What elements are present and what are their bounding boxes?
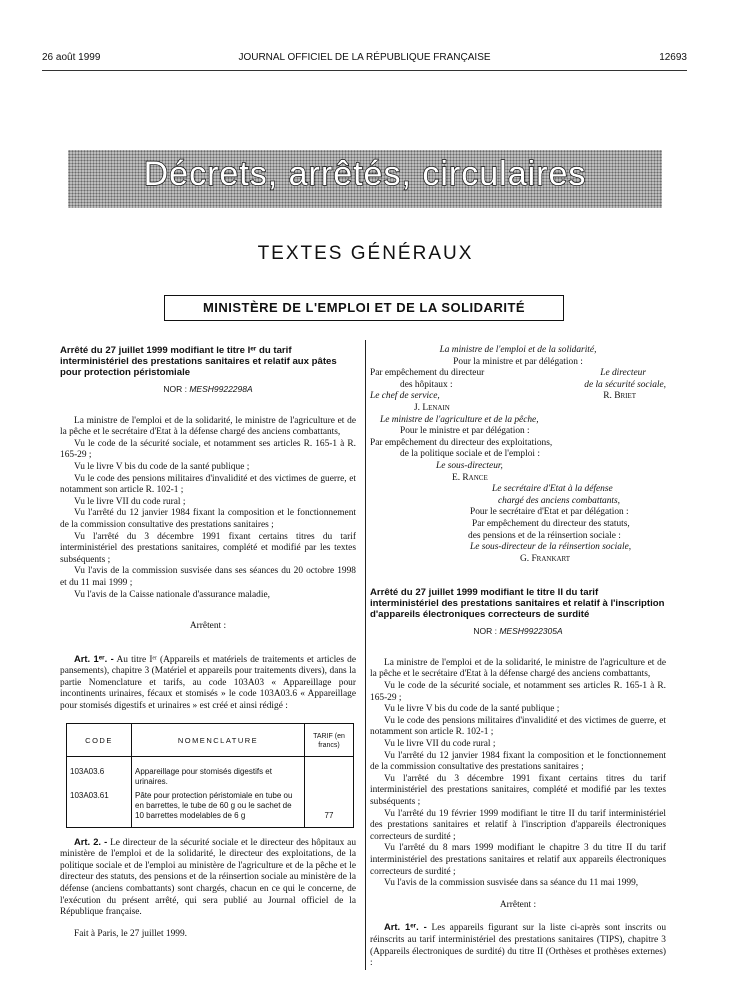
arrete2-title: Arrêté du 27 juillet 1999 modifiant le titre II du tarif interministériel des prestations sanitaires et relatif à l'inscription d'appareils électroniques correcteurs de surdité bbox=[370, 587, 665, 621]
arrete1-title: Arrêté du 27 juillet 1999 modifiant le titre Iᵉʳ du tarif interministériel des prestations sanitaires et relatif aux pâtes pour protection péristomiale bbox=[60, 345, 337, 378]
signature-line: des hôpitaux : bbox=[400, 379, 453, 390]
header-journal-title: JOURNAL OFFICIEL DE LA RÉPUBLIQUE FRANÇAISE bbox=[238, 52, 491, 63]
table-row bbox=[67, 756, 354, 789]
preamble: La ministre de l'emploi et de la solidarité, le ministre de l'agriculture et de la pêche et le secrétaire d'Etat à la défense chargé des anciens combattants, bbox=[60, 415, 356, 438]
visa: Vu l'avis de la commission susvisée dans ses séances du 20 octobre 1998 et du 11 mai 1999 ; bbox=[60, 566, 356, 588]
delegation-line: Pour le ministre et par délégation : bbox=[400, 426, 530, 437]
ministry-box: MINISTÈRE DE L'EMPLOI ET DE LA SOLIDARITÉ bbox=[164, 295, 564, 321]
arretent: Arrêtent : bbox=[189, 621, 227, 632]
visa: Vu l'arrêté du 8 mars 1999 modifiant le chapitre 3 du titre II du tarif interministériel des prestations sanitaires et relatif aux appareils électroniques correcteurs de surdité ; bbox=[370, 843, 666, 877]
visa: Vu le livre V bis du code de la santé publique ; bbox=[384, 704, 560, 715]
signature-line: des pensions et de la réinsertion sociale : bbox=[468, 530, 621, 541]
table-cell-code: 103A03.6 bbox=[67, 756, 132, 789]
signatory-title: La ministre de l'emploi et de la solidarité, bbox=[439, 345, 597, 355]
tarif-table bbox=[66, 723, 354, 828]
visa: Vu le livre VII du code rural ; bbox=[74, 496, 186, 507]
visa: Vu le code des pensions militaires d'invalidité et des victimes de guerre, et notamment son article R. 102-1 ; bbox=[370, 715, 666, 738]
signatory-title: Le sous-directeur de la réinsertion sociale, bbox=[470, 542, 632, 553]
header-rule bbox=[42, 70, 687, 71]
signatory-name: R. Briet bbox=[603, 391, 636, 402]
nor-code: MESH9922305A bbox=[499, 626, 563, 637]
nor-label: NOR : bbox=[473, 626, 497, 637]
signatory-name: E. Rance bbox=[452, 472, 488, 483]
visa: Vu le code de la sécurité sociale, et notamment ses articles R. 165-1 à R. 165-29 ; bbox=[60, 438, 356, 461]
signature-line: Par empêchement du directeur bbox=[370, 368, 485, 379]
article-label: Art. 1ᵉʳ. - bbox=[384, 921, 427, 933]
column-divider bbox=[365, 340, 366, 970]
article-text: Au titre Iᵉʳ (Appareils et matériels de traitements et articles de pansements), chapitre 3 (Matériel et appareils pour traitements divers), dans la partie Nomenclature et tarifs, au code 103A03 « Appareillage pour incontinents urinaires, fécaux et stomisés » le code 103A03.6 « Appareillage pour stomisés digestifs et urinaires » est créé et ainsi rédigé : bbox=[60, 654, 356, 712]
fait-a-paris: Fait à Paris, le 27 juillet 1999. bbox=[74, 928, 188, 939]
table-header: CODE bbox=[67, 723, 132, 756]
visa: Vu l'arrêté du 12 janvier 1984 fixant la composition et le fonctionnement de la commission consultative des prestations sanitaires ; bbox=[60, 508, 356, 530]
arrete1-nor bbox=[60, 384, 356, 396]
signatory-title: Le ministre de l'agriculture et de la pêche, bbox=[380, 414, 539, 425]
visa: Vu l'arrêté du 19 février 1999 modifiant le titre II du tarif interministériel des prestations sanitaires et relatif à l'inscription d'appareils électroniques correcteurs de surdité ; bbox=[370, 808, 666, 842]
table-cell-nomenclature: Appareillage pour stomisés digestifs et urinaires. bbox=[132, 756, 305, 789]
signature-line: Par empêchement du directeur des exploitations, bbox=[370, 437, 553, 448]
signatory-title: Le secrétaire d'Etat à la défense bbox=[492, 484, 613, 495]
table-header: TARIF (en francs) bbox=[305, 723, 354, 756]
header-date: 26 août 1999 bbox=[42, 52, 101, 63]
banner-title: Décrets, arrêtés, circulaires bbox=[143, 155, 587, 193]
signatory-name: J. Lenain bbox=[414, 402, 450, 413]
signatory-title: Le directeur bbox=[600, 368, 646, 379]
signature-line: de la politique sociale et de l'emploi : bbox=[400, 449, 540, 460]
article-text: Les appareils figurant sur la liste ci-après sont inscrits ou réinscrits au tarif interministériel des prestations sanitaires (TIPS), chapitre 3 (Appareils électroniques de surdité) du titre II (Orthèses et prothèses externes) : bbox=[370, 923, 667, 969]
table-cell-code: 103A03.61 bbox=[67, 789, 132, 828]
visa: Vu l'arrêté du 3 décembre 1991 fixant certains titres du tarif interministériel des prestations sanitaires, complété et modifié par les textes subséquents ; bbox=[370, 773, 666, 807]
signatory-title: Le sous-directeur, bbox=[436, 460, 503, 471]
table-cell-nomenclature: Pâte pour protection péristomiale en tube ou en barrettes, le tube de 60 g ou le sachet de 10 barrettes modelables de 6 g bbox=[132, 789, 305, 828]
article-label: Art. 1ᵉʳ. - bbox=[74, 652, 114, 664]
visa: Vu l'arrêté du 3 décembre 1991 fixant certains titres du tarif interministériel des prestations sanitaires, complété et modifié par les textes subséquents ; bbox=[60, 531, 356, 565]
article-1 bbox=[370, 921, 666, 969]
table-cell-tarif bbox=[305, 756, 354, 789]
right-column bbox=[370, 345, 666, 970]
arretent: Arrêtent : bbox=[499, 899, 537, 910]
signature-block bbox=[370, 345, 666, 565]
table-cell-tarif: 77 bbox=[305, 789, 354, 828]
signature-line: Par empêchement du directeur des statuts, bbox=[472, 518, 630, 529]
article-1 bbox=[60, 653, 356, 713]
left-column bbox=[60, 345, 356, 940]
signatory-title: chargé des anciens combattants, bbox=[498, 495, 621, 506]
visa: Vu le livre VII du code rural ; bbox=[384, 739, 496, 750]
delegation-line: Pour le secrétaire d'Etat et par délégation : bbox=[470, 507, 629, 518]
table-header-row bbox=[67, 723, 354, 756]
arrete2-nor bbox=[370, 626, 666, 638]
signatory-title: de la sécurité sociale, bbox=[584, 379, 666, 390]
running-header bbox=[42, 52, 687, 68]
visa: Vu le code de la sécurité sociale, et notamment ses articles R. 165-1 à R. 165-29 ; bbox=[370, 681, 666, 703]
signatory-name: G. Frankart bbox=[520, 553, 571, 564]
delegation-line: Pour la ministre et par délégation : bbox=[453, 356, 583, 367]
visa: Vu l'avis de la Caisse nationale d'assurance maladie, bbox=[74, 589, 270, 600]
nor-code: MESH9922298A bbox=[189, 384, 253, 394]
signatory-title: Le chef de service, bbox=[370, 391, 440, 402]
article-label: Art. 2. - bbox=[74, 835, 108, 847]
visa: Vu le livre V bis du code de la santé publique ; bbox=[74, 461, 250, 472]
section-heading: TEXTES GÉNÉRAUX bbox=[257, 243, 474, 264]
nor-label: NOR : bbox=[163, 384, 187, 394]
article-text: Le directeur de la sécurité sociale et le directeur des hôpitaux au ministère de l'emploi et de la solidarité, le directeur des exploitations, de la politique sociale et de l'emploi au ministère de l'agriculture et de la pêche et le directeur des statuts, des pensions et de la réinsertion sociale au ministère de la défense (anciens combattants) sont chargés, chacun en ce qui le concerne, de l'exécution du présent arrêté, qui sera publié au Journal officiel de la République française. bbox=[60, 837, 357, 918]
header-page-number: 12693 bbox=[659, 52, 687, 63]
table-header: NOMENCLATURE bbox=[132, 723, 305, 756]
article-2 bbox=[60, 836, 356, 919]
table-row bbox=[67, 789, 354, 828]
visa: Vu l'arrêté du 12 janvier 1984 fixant la composition et le fonctionnement de la commission consultative des prestations sanitaires ; bbox=[370, 750, 666, 773]
preamble: La ministre de l'emploi et de la solidarité, le ministre de l'agriculture et de la pêche et le secrétaire d'Etat à la défense chargé des anciens combattants, bbox=[370, 657, 666, 680]
visa: Vu le code des pensions militaires d'invalidité et des victimes de guerre, et notamment son article R. 102-1 ; bbox=[60, 473, 356, 496]
visa: Vu l'avis de la commission susvisée dans sa séance du 11 mai 1999, bbox=[384, 878, 639, 889]
